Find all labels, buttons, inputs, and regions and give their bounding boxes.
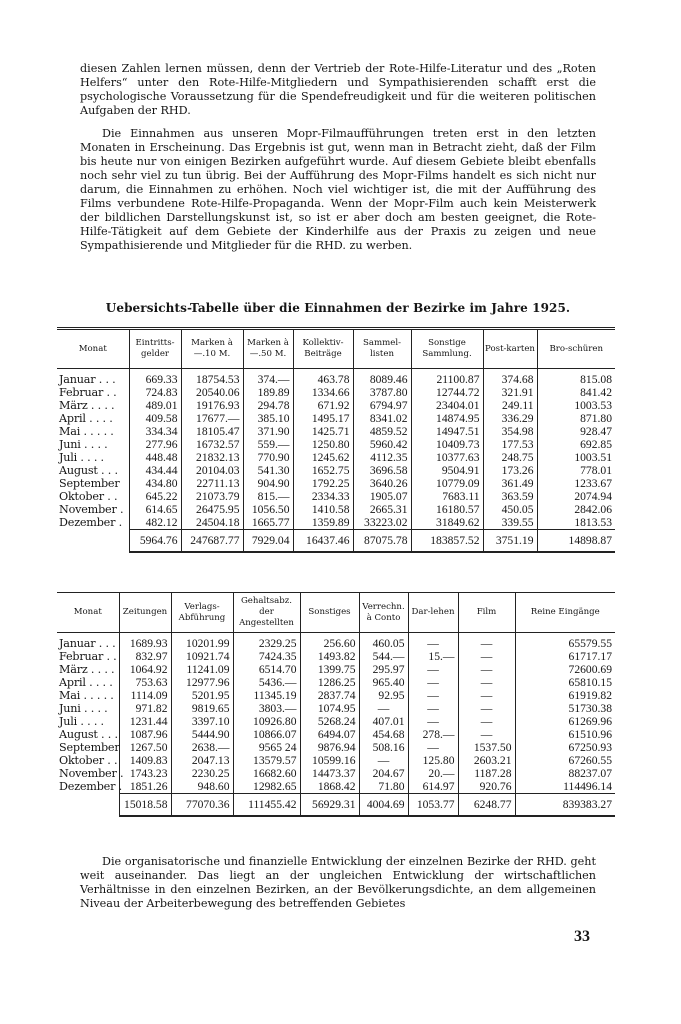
value-cell: 1689.93 [119,633,171,651]
value-cell: 321.91 [483,386,537,399]
value-cell: — [458,728,515,741]
total-cell: 111455.42 [233,794,300,816]
value-cell: 489.01 [129,399,181,412]
value-cell: 173.26 [483,464,537,477]
value-cell: 614.97 [408,780,458,794]
value-cell: 22711.13 [181,477,243,490]
value-cell: 10409.73 [411,438,483,451]
paragraph-film-income: Die Einnahmen aus unseren Mopr-Filmaufführungen treten erst in den letzten Monaten in Erscheinung. Das Ergebnis ist gut, wenn man in Betracht zieht, daß der Film bis heute nur von einigen Bezirken aufgeführt wurde. Auf diesem Gebiete bleibt ebenfalls noch sehr viel zu tun übrig. Bei der Aufführung des Mopr-Films handelt es sich nicht nur darum, die Einnahmen zu erhöhen. Noch viel wichtiger ist, die mit der Aufführung des Films verbundene Rote-Hilfe-Propaganda. Wenn der Mopr-Film auch kein Meisterwerk der bildlichen Darstellungskunst ist, so ist er aber doch am besten geeignet, die Rote-Hilfe-Tätigkeit auf dem Gebiete der Kinderhilfe aus der Praxis zu zeigen und neue Sympathisierende und Mitglieder für die RHD. zu werben. [80,127,596,252]
month-cell: Januar . . . [59,373,116,386]
value-cell: 815.— [243,490,293,503]
value-cell: 1743.23 [119,767,171,780]
value-cell: 189.89 [243,386,293,399]
value-cell: 19176.93 [181,399,243,412]
value-cell: 31849.62 [411,516,483,530]
value-cell: 15.— [408,650,458,663]
value-cell: 61717.17 [515,650,615,663]
total-cell: 839383.27 [515,794,615,816]
value-cell: 1359.89 [293,516,353,530]
table-row [57,702,615,715]
value-cell: 114496.14 [515,780,615,794]
value-cell: 177.53 [483,438,537,451]
table1-body [57,369,615,552]
table-row [57,412,615,425]
total-label-cell [57,794,119,816]
table-row [57,689,615,702]
value-cell: 20.— [408,767,458,780]
table-row [57,399,615,412]
value-cell: 16682.60 [233,767,300,780]
total-cell: 1053.77 [408,794,458,816]
table-row [57,503,615,516]
value-cell: 51730.38 [515,702,615,715]
column-header: Marken à —.50 M. [243,329,293,369]
value-cell: — [458,715,515,728]
value-cell: 339.55 [483,516,537,530]
table-row [57,676,615,689]
table-row [57,715,615,728]
column-header: Reine Eingänge [515,593,615,633]
income-table-part-2 [57,592,615,817]
table-row [57,490,615,503]
page-number: 33 [574,928,590,945]
value-cell: 1652.75 [293,464,353,477]
value-cell: 6494.07 [300,728,359,741]
month-cell: Juli . . . . [59,451,104,464]
value-cell: 67250.93 [515,741,615,754]
value-cell: 249.11 [483,399,537,412]
value-cell: 23404.01 [411,399,483,412]
column-header: Verlags-Abführung [171,593,233,633]
month-cell: Oktober . . [59,754,118,767]
value-cell: 248.75 [483,451,537,464]
value-cell: 4112.35 [353,451,411,464]
value-cell: 92.95 [359,689,408,702]
value-cell: 16180.57 [411,503,483,516]
table-row [57,728,615,741]
value-cell: 334.34 [129,425,181,438]
value-cell: 928.47 [537,425,615,438]
value-cell: 832.97 [119,650,171,663]
value-cell: 6514.70 [233,663,300,676]
value-cell: 671.92 [293,399,353,412]
column-header: Monat [57,329,129,369]
value-cell: — [458,676,515,689]
value-cell: 448.48 [129,451,181,464]
month-cell: März . . . . [59,399,115,412]
value-cell: 1334.66 [293,386,353,399]
value-cell: 1813.53 [537,516,615,530]
value-cell: 645.22 [129,490,181,503]
value-cell: 374.— [243,369,293,387]
value-cell: 5268.24 [300,715,359,728]
value-cell: 24504.18 [181,516,243,530]
value-cell: 10921.74 [171,650,233,663]
total-cell: 183857.52 [411,530,483,552]
value-cell: — [458,702,515,715]
value-cell: 65810.15 [515,676,615,689]
table-row [57,477,615,490]
value-cell: 33223.02 [353,516,411,530]
value-cell: 2665.31 [353,503,411,516]
value-cell: — [458,663,515,676]
table-row [57,741,615,754]
value-cell: 7683.11 [411,490,483,503]
value-cell: 1851.26 [119,780,171,794]
month-cell: Februar . . [59,386,117,399]
value-cell: — [408,715,458,728]
column-header: Marken à —.10 M. [181,329,243,369]
value-cell: 454.68 [359,728,408,741]
value-cell: 1056.50 [243,503,293,516]
value-cell: 20540.06 [181,386,243,399]
total-cell: 15018.58 [119,794,171,816]
value-cell: 1409.83 [119,754,171,767]
table-row [57,438,615,451]
table-row [57,663,615,676]
value-cell: 21073.79 [181,490,243,503]
value-cell: 450.05 [483,503,537,516]
value-cell: 21100.87 [411,369,483,387]
value-cell: 8341.02 [353,412,411,425]
value-cell: 5444.90 [171,728,233,741]
month-cell: August . . . [59,728,118,741]
value-cell: 12744.72 [411,386,483,399]
value-cell: — [408,663,458,676]
income-table-part-1 [57,327,615,553]
value-cell: 1425.71 [293,425,353,438]
value-cell: 361.49 [483,477,537,490]
value-cell: 295.97 [359,663,408,676]
value-cell: 277.96 [129,438,181,451]
value-cell: 336.29 [483,412,537,425]
value-cell: 1003.53 [537,399,615,412]
value-cell: 14947.51 [411,425,483,438]
value-cell: 21832.13 [181,451,243,464]
value-cell: 2837.74 [300,689,359,702]
value-cell: 1087.96 [119,728,171,741]
value-cell: 559.— [243,438,293,451]
value-cell: 544.— [359,650,408,663]
table-row [57,633,615,651]
column-header: Dar-lehen [408,593,458,633]
value-cell: — [408,702,458,715]
value-cell: 460.05 [359,633,408,651]
value-cell: 815.08 [537,369,615,387]
value-cell: 9819.65 [171,702,233,715]
value-cell: 904.90 [243,477,293,490]
value-cell: 2230.25 [171,767,233,780]
column-header: Eintritts-gelder [129,329,181,369]
value-cell: 10377.63 [411,451,483,464]
column-header: Gehaltsabz. der Angestellten [233,593,300,633]
value-cell: 1187.28 [458,767,515,780]
value-cell: — [458,633,515,651]
value-cell: 204.67 [359,767,408,780]
value-cell: 9504.91 [411,464,483,477]
value-cell: 1410.58 [293,503,353,516]
value-cell: 841.42 [537,386,615,399]
value-cell: 71.80 [359,780,408,794]
value-cell: 1250.80 [293,438,353,451]
value-cell: 26475.95 [181,503,243,516]
total-cell: 77070.36 [171,794,233,816]
value-cell: 10599.16 [300,754,359,767]
value-cell: 18105.47 [181,425,243,438]
total-cell: 87075.78 [353,530,411,552]
value-cell: 354.98 [483,425,537,438]
month-cell: September [59,741,120,754]
value-cell: 1868.42 [300,780,359,794]
value-cell: 17677.— [181,412,243,425]
value-cell: 692.85 [537,438,615,451]
value-cell: 385.10 [243,412,293,425]
table-row [57,425,615,438]
month-cell: Oktober . . [59,490,118,503]
value-cell: 4859.52 [353,425,411,438]
value-cell: — [458,650,515,663]
value-cell: 1537.50 [458,741,515,754]
value-cell: 10779.09 [411,477,483,490]
value-cell: 2329.25 [233,633,300,651]
value-cell: 278.— [408,728,458,741]
table2-header-row [57,593,615,633]
table-row [57,386,615,399]
total-cell: 6248.77 [458,794,515,816]
table-row [57,650,615,663]
column-header: Kollektiv-Beiträge [293,329,353,369]
table-row [57,516,615,530]
value-cell: 753.63 [119,676,171,689]
value-cell: 11345.19 [233,689,300,702]
value-cell: 1493.82 [300,650,359,663]
month-cell: Dezember . [59,780,122,794]
value-cell: 920.76 [458,780,515,794]
value-cell: 72600.69 [515,663,615,676]
value-cell: — [408,676,458,689]
value-cell: 13579.57 [233,754,300,767]
total-cell: 5964.76 [129,530,181,552]
value-cell: 463.78 [293,369,353,387]
value-cell: 7424.35 [233,650,300,663]
month-cell: Juni . . . . [59,702,108,715]
value-cell: 778.01 [537,464,615,477]
column-header: Sonstiges [300,593,359,633]
value-cell: 508.16 [359,741,408,754]
month-cell: September [59,477,120,490]
value-cell: 8089.46 [353,369,411,387]
value-cell: — [458,689,515,702]
month-cell: Februar . . [59,650,117,663]
total-cell: 4004.69 [359,794,408,816]
value-cell: 407.01 [359,715,408,728]
value-cell: 363.59 [483,490,537,503]
value-cell: 541.30 [243,464,293,477]
total-label-cell [57,530,129,552]
column-header: Sammel-listen [353,329,411,369]
value-cell: 2842.06 [537,503,615,516]
value-cell: 434.80 [129,477,181,490]
month-cell: Dezember . [59,516,122,530]
value-cell: 3787.80 [353,386,411,399]
value-cell: 6794.97 [353,399,411,412]
value-cell: 18754.53 [181,369,243,387]
value-cell: 434.44 [129,464,181,477]
month-cell: April . . . . [59,676,113,689]
value-cell: 3803.— [233,702,300,715]
value-cell: 965.40 [359,676,408,689]
month-cell: März . . . . [59,663,115,676]
value-cell: 482.12 [129,516,181,530]
table-row [57,754,615,767]
value-cell: 1231.44 [119,715,171,728]
value-cell: 16732.57 [181,438,243,451]
month-cell: November . [59,503,124,516]
paragraph-conclusion: Die organisatorische und finanzielle Entwicklung der einzelnen Bezirke der RHD. geht weit auseinander. Das liegt an der ungleichen Entwicklung der wirtschaftlichen Verhältnisse in den einzelnen Bezirken, an der Bevölkerungsdichte, an dem allgemeinen Niveau der Arbeiterbewegung des betreffenden Gebietes [80,855,596,910]
value-cell: 5436.— [233,676,300,689]
value-cell: 256.60 [300,633,359,651]
value-cell: 10926.80 [233,715,300,728]
value-cell: 3696.58 [353,464,411,477]
value-cell: 88237.07 [515,767,615,780]
value-cell: 1495.17 [293,412,353,425]
value-cell: 12977.96 [171,676,233,689]
value-cell: 61510.96 [515,728,615,741]
value-cell: 374.68 [483,369,537,387]
month-cell: Januar . . . [59,637,116,650]
value-cell: 5201.95 [171,689,233,702]
value-cell: — [408,689,458,702]
value-cell: 371.90 [243,425,293,438]
value-cell: 61269.96 [515,715,615,728]
value-cell: — [359,754,408,767]
value-cell: 1245.62 [293,451,353,464]
value-cell: 1792.25 [293,477,353,490]
value-cell: 409.58 [129,412,181,425]
column-header: Film [458,593,515,633]
value-cell: 1003.51 [537,451,615,464]
value-cell: 61919.82 [515,689,615,702]
value-cell: 1399.75 [300,663,359,676]
month-cell: Juli . . . . [59,715,104,728]
column-header: Monat [57,593,119,633]
value-cell: 2334.33 [293,490,353,503]
value-cell: 871.80 [537,412,615,425]
value-cell: 294.78 [243,399,293,412]
value-cell: 1286.25 [300,676,359,689]
column-header: Post-karten [483,329,537,369]
total-cell: 7929.04 [243,530,293,552]
value-cell: 9565 24 [233,741,300,754]
table-row [57,451,615,464]
table1-header-row [57,329,615,369]
value-cell: 3640.26 [353,477,411,490]
value-cell: 14473.37 [300,767,359,780]
value-cell: 724.83 [129,386,181,399]
value-cell: 12982.65 [233,780,300,794]
value-cell: 1074.95 [300,702,359,715]
value-cell: 2603.21 [458,754,515,767]
column-header: Sonstige Sammlung. [411,329,483,369]
month-cell: Juni . . . . [59,438,108,451]
value-cell: 1064.92 [119,663,171,676]
month-cell: April . . . . [59,412,113,425]
value-cell: — [408,741,458,754]
column-header: Verrechn. à Conto [359,593,408,633]
value-cell: 770.90 [243,451,293,464]
value-cell: 948.60 [171,780,233,794]
total-row [57,794,615,816]
value-cell: 1905.07 [353,490,411,503]
value-cell: 614.65 [129,503,181,516]
value-cell: 14874.95 [411,412,483,425]
value-cell: 10201.99 [171,633,233,651]
table-row [57,767,615,780]
value-cell: 669.33 [129,369,181,387]
total-row [57,530,615,552]
value-cell: 2047.13 [171,754,233,767]
value-cell: 1233.67 [537,477,615,490]
value-cell: 2074.94 [537,490,615,503]
value-cell: 3397.10 [171,715,233,728]
total-cell: 16437.46 [293,530,353,552]
value-cell: 65579.55 [515,633,615,651]
table-row [57,780,615,794]
value-cell: 1267.50 [119,741,171,754]
table-row [57,369,615,387]
total-cell: 14898.87 [537,530,615,552]
column-header: Bro-schüren [537,329,615,369]
value-cell: 971.82 [119,702,171,715]
value-cell: 10866.07 [233,728,300,741]
value-cell: 67260.55 [515,754,615,767]
value-cell: — [359,702,408,715]
value-cell: 2638.— [171,741,233,754]
paragraph-intro: diesen Zahlen lernen müssen, denn der Vertrieb der Rote-Hilfe-Literatur und des „Roten Helfers“ unter den Rote-Hilfe-Mitgliedern und Sympathisierenden schafft erst die psychologische Voraussetzung für die Spendefreudigkeit und für die weiteren politischen Aufgaben der RHD. [80,62,596,117]
value-cell: 1665.77 [243,516,293,530]
month-cell: August . . . [59,464,118,477]
table-row [57,464,615,477]
value-cell: 11241.09 [171,663,233,676]
month-cell: Mai . . . . . [59,425,114,438]
total-cell: 247687.77 [181,530,243,552]
table2-body [57,633,615,816]
value-cell: 1114.09 [119,689,171,702]
table-title: Uebersichts-Tabelle über die Einnahmen der Bezirke im Jahre 1925. [105,301,571,315]
total-cell: 56929.31 [300,794,359,816]
value-cell: — [408,633,458,651]
value-cell: 125.80 [408,754,458,767]
value-cell: 9876.94 [300,741,359,754]
month-cell: Mai . . . . . [59,689,114,702]
value-cell: 5960.42 [353,438,411,451]
total-cell: 3751.19 [483,530,537,552]
column-header: Zeitungen [119,593,171,633]
value-cell: 20104.03 [181,464,243,477]
month-cell: November . [59,767,124,780]
